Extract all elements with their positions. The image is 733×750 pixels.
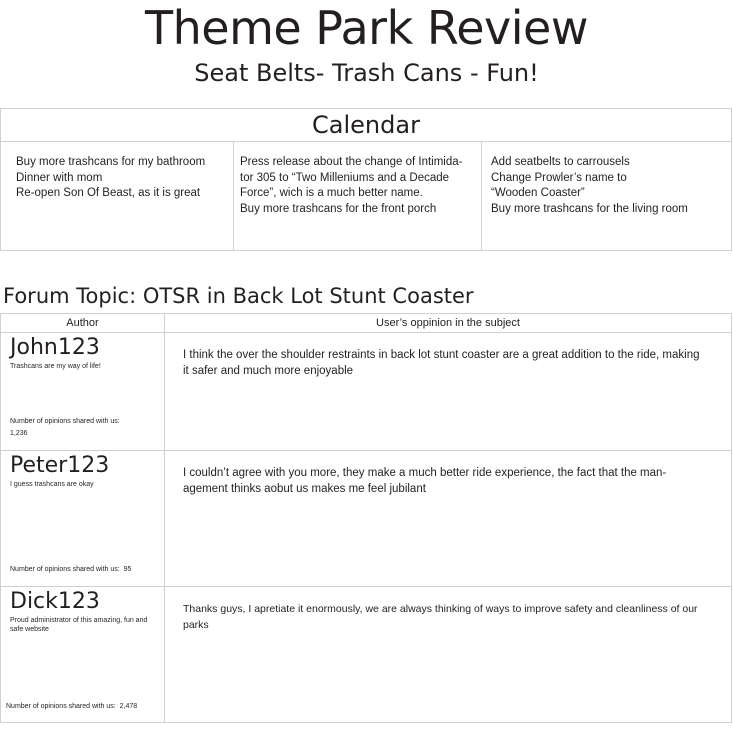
author-cell	[1, 333, 165, 450]
forum-post	[1, 333, 731, 451]
forum-thread	[0, 313, 732, 723]
username[interactable]: John123	[10, 335, 100, 360]
post-message: Thanks guys, I apretiate it enormously, we are always thinking of ways to improve safety and cleanliness of our parks	[183, 603, 698, 631]
calendar-entry: Add seatbelts to carrousels	[491, 156, 630, 168]
calendar-entry: Change Prowler’s name to	[491, 171, 627, 184]
user-tagline: I guess trashcans are okay	[10, 481, 94, 488]
forum-post	[1, 451, 731, 587]
calendar-title: Calendar	[1, 109, 731, 142]
author-cell	[1, 587, 165, 723]
username[interactable]: Peter123	[10, 453, 110, 478]
calendar-entry: Buy more trashcans for the living room	[491, 202, 688, 215]
forum-topic-title: Forum Topic: OTSR in Back Lot Stunt Coaster	[3, 284, 474, 308]
calendar-entry: “Wooden Coaster”	[491, 187, 585, 200]
site-subtitle: Seat Belts- Trash Cans - Fun!	[194, 59, 539, 87]
opinion-column-header: User’s oppinion in the subject	[376, 317, 520, 329]
opinion-count	[10, 564, 160, 576]
calendar-columns	[1, 142, 731, 251]
forum-table-header	[1, 314, 731, 333]
opinion-count-label: Number of opinions shared with us:	[6, 703, 116, 710]
opinion-count-label: Number of opinions shared with us:	[10, 418, 120, 425]
user-tagline: Trashcans are my way of life!	[10, 363, 101, 370]
calendar-entry: Press release about the change of Intimida-	[240, 156, 463, 168]
opinion-count	[6, 701, 156, 713]
author-column-header: Author	[1, 314, 165, 332]
calendar-entry: Re-open Son Of Beast, as it is great	[16, 187, 201, 200]
opinion-count	[10, 416, 160, 440]
calendar-entry: Force”, wich is a much better name.	[240, 187, 423, 200]
calendar-entry: tor 305 to “Two Milleniums and a Decade	[240, 171, 450, 184]
calendar-entry: Buy more trashcans for my bathroom	[16, 156, 206, 168]
calendar-entry: Buy more trashcans for the front porch	[240, 202, 437, 215]
calendar-column-1	[1, 142, 234, 251]
post-message: I couldn’t agree with you more, they make a much better ride experience, the fact that the man-agement thinks aobut us makes me feel jubilant	[183, 467, 667, 495]
author-cell	[1, 451, 165, 586]
site-title: Theme Park Review	[145, 1, 588, 55]
post-message: I think the over the shoulder restraints in back lot stunt coaster are a great addition to the ride, making it safer and much more enjoyable	[183, 349, 700, 377]
user-tagline: Proud administrator of this amazing, fun and safe website	[10, 617, 148, 633]
calendar-column-2	[234, 142, 482, 251]
calendar-column-3	[482, 142, 731, 251]
calendar-panel	[0, 108, 732, 251]
opinion-count-value: 1,236	[10, 430, 28, 437]
opinion-count-label: Number of opinions shared with us:	[10, 566, 120, 573]
calendar-entry: Dinner with mom	[16, 171, 103, 184]
opinion-count-value: 95	[123, 566, 132, 573]
username[interactable]: Dick123	[10, 589, 100, 614]
forum-post	[1, 587, 731, 723]
opinion-count-value: 2,478	[119, 703, 138, 710]
